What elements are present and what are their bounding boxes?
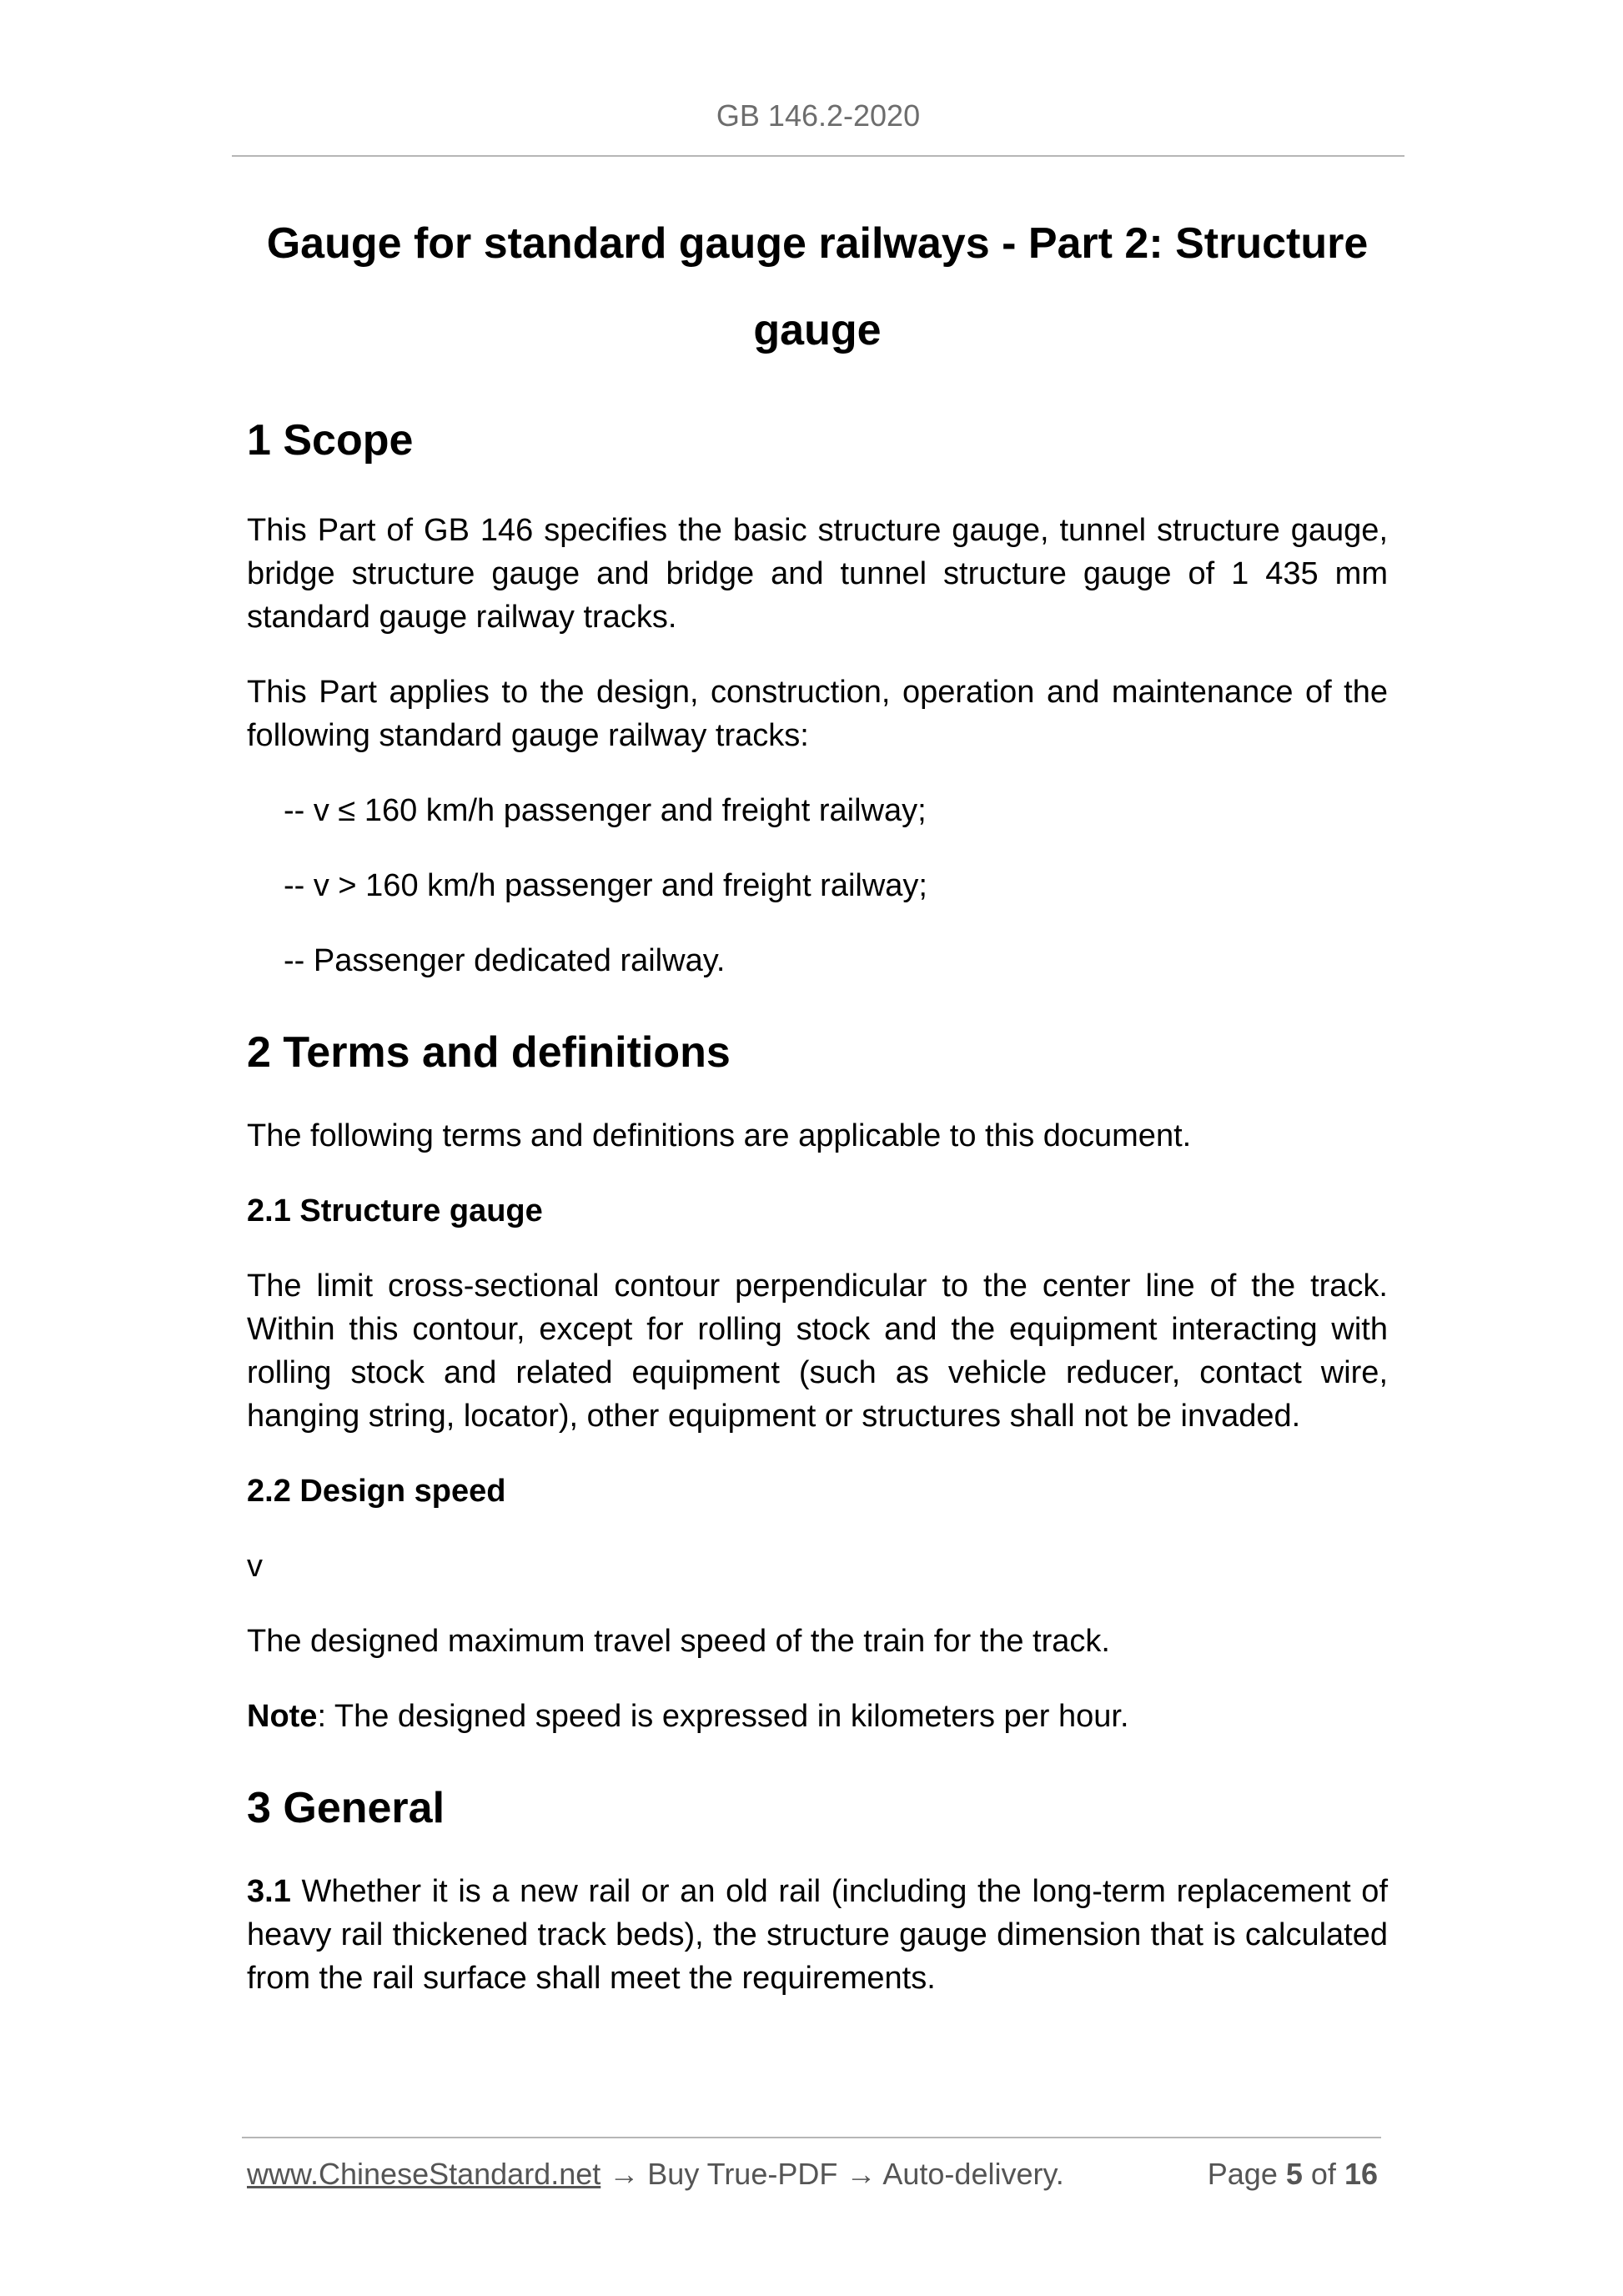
note-text: : The designed speed is expressed in kilometers per hour.: [317, 1699, 1129, 1734]
arrow-right-icon: →: [846, 2157, 877, 2191]
running-header: GB 146.2-2020: [716, 98, 921, 133]
page-number: 5: [1285, 2157, 1303, 2191]
section-heading-terms: 2 Terms and definitions: [247, 1028, 731, 1077]
term-symbol: v: [247, 1549, 263, 1584]
clause-text: Whether it is a new rail or an old rail (including the long-term replacement of heavy rail thickened track beds), the structure gauge dimension that is calculated from the rail surface shall meet the requirements.: [247, 1874, 1388, 1996]
document-title-line-1: Gauge for standard gauge railways - Part 2: Structure: [266, 219, 1369, 268]
arrow-right-icon: →: [609, 2157, 640, 2191]
document-title: [200, 200, 1435, 374]
header-divider: [232, 155, 1404, 157]
term-definition-design-speed: The designed maximum travel speed of the train for the track.: [247, 1624, 1110, 1659]
term-definition-structure-gauge: The limit cross-sectional contour perpendicular to the center line of the track. Within this contour, except for rolling stock and the equipment interacting with rolling stock and related equipment (such as vehicle reducer, contact wire, hanging string, locator), other equipment or structures shall not be invaded.: [247, 1269, 1388, 1434]
page-label: Page: [1207, 2157, 1278, 2191]
section-heading-general: 3 General: [247, 1784, 445, 1832]
delivery-text: Auto-delivery.: [882, 2157, 1064, 2191]
note-paragraph: [247, 1695, 1388, 1738]
list-item: -- v ≤ 160 km/h passenger and freight railway;: [284, 793, 927, 828]
scope-paragraph-2: This Part applies to the design, construction, operation and maintenance of the following standard gauge railway tracks:: [247, 675, 1388, 753]
website-link[interactable]: www.ChineseStandard.net: [247, 2157, 601, 2191]
general-clause-3-1: [247, 1870, 1388, 2000]
scope-paragraph-1: This Part of GB 146 specifies the basic structure gauge, tunnel structure gauge, bridge structure gauge and bridge and tunnel structure gauge of 1 435 mm standard gauge railway tracks.: [247, 513, 1388, 635]
note-label: Note: [247, 1699, 318, 1734]
of-label: of: [1310, 2157, 1336, 2191]
term-heading-design-speed: 2.2 Design speed: [247, 1474, 506, 1509]
page-footer: [247, 2157, 1381, 2192]
terms-intro: The following terms and definitions are applicable to this document.: [247, 1118, 1192, 1153]
list-item: -- Passenger dedicated railway.: [284, 943, 726, 978]
clause-number: 3.1: [247, 1874, 291, 1909]
section-heading-scope: 1 Scope: [247, 416, 414, 465]
buy-pdf-text: Buy True-PDF: [647, 2157, 838, 2191]
page-total: 16: [1344, 2157, 1378, 2191]
page-counter: [1208, 2157, 1378, 2192]
term-heading-structure-gauge: 2.1 Structure gauge: [247, 1193, 543, 1228]
list-item: -- v > 160 km/h passenger and freight railway;: [284, 868, 927, 903]
footer-divider: [242, 2137, 1381, 2138]
document-body: [247, 407, 1388, 2000]
document-title-line-2: gauge: [753, 306, 882, 354]
